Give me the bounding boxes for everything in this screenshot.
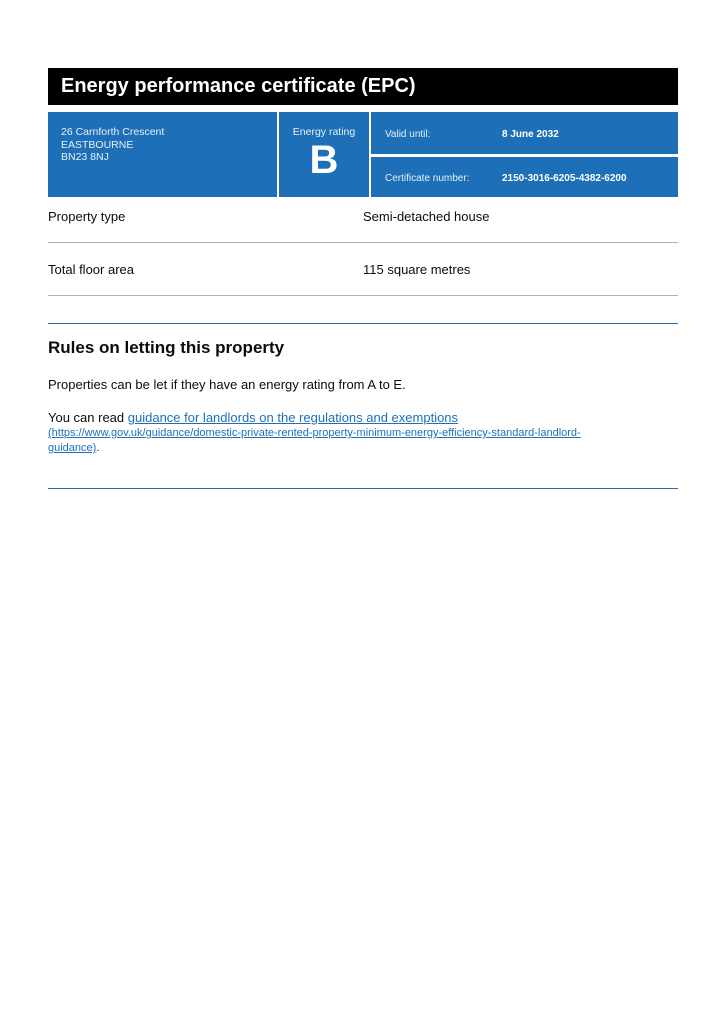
valid-until-value: 8 June 2032 <box>502 129 559 140</box>
energy-rating-label: Energy rating <box>292 126 356 138</box>
epc-summary <box>48 112 678 197</box>
guidance-url-line-2: guidance) <box>48 442 97 454</box>
letting-rules-text: Properties can be let if they have an energy rating from A to E. <box>48 377 406 392</box>
address-line-3: BN23 8NJ <box>61 151 109 163</box>
letting-guidance-text <box>48 410 648 456</box>
detail-row-property-type <box>48 197 678 243</box>
valid-until-box <box>371 112 678 154</box>
guidance-prefix: You can read <box>48 410 128 425</box>
detail-value: Semi-detached house <box>363 209 490 224</box>
guidance-url-line-1: (https://www.gov.uk/guidance/domestic-private-rented-property-minimum-energy-efficiency-standard-landlord- <box>48 427 581 439</box>
address-line-1: 26 Carnforth Crescent <box>61 126 165 138</box>
certificate-number-box <box>371 157 678 197</box>
certificate-number-label: Certificate number: <box>385 173 470 184</box>
detail-key: Property type <box>48 209 126 224</box>
detail-value: 115 square metres <box>363 262 471 277</box>
property-address <box>48 112 277 197</box>
energy-rating-letter: B <box>309 138 339 182</box>
energy-rating-box <box>279 112 369 197</box>
section-divider-bottom <box>48 488 678 489</box>
letting-rules-heading: Rules on letting this property <box>48 338 285 357</box>
detail-key: Total floor area <box>48 262 134 277</box>
address-line-2: EASTBOURNE <box>61 138 134 151</box>
guidance-suffix: . <box>96 442 100 454</box>
page-title: Energy performance certificate (EPC) <box>48 68 678 105</box>
detail-row-floor-area <box>48 243 678 296</box>
certificate-number-value: 2150-3016-6205-4382-6200 <box>502 173 627 184</box>
section-divider-top <box>48 323 678 324</box>
guidance-url-link[interactable] <box>48 426 648 456</box>
guidance-link[interactable]: guidance for landlords on the regulations and exemptions <box>127 410 459 425</box>
valid-until-label: Valid until: <box>385 129 431 140</box>
